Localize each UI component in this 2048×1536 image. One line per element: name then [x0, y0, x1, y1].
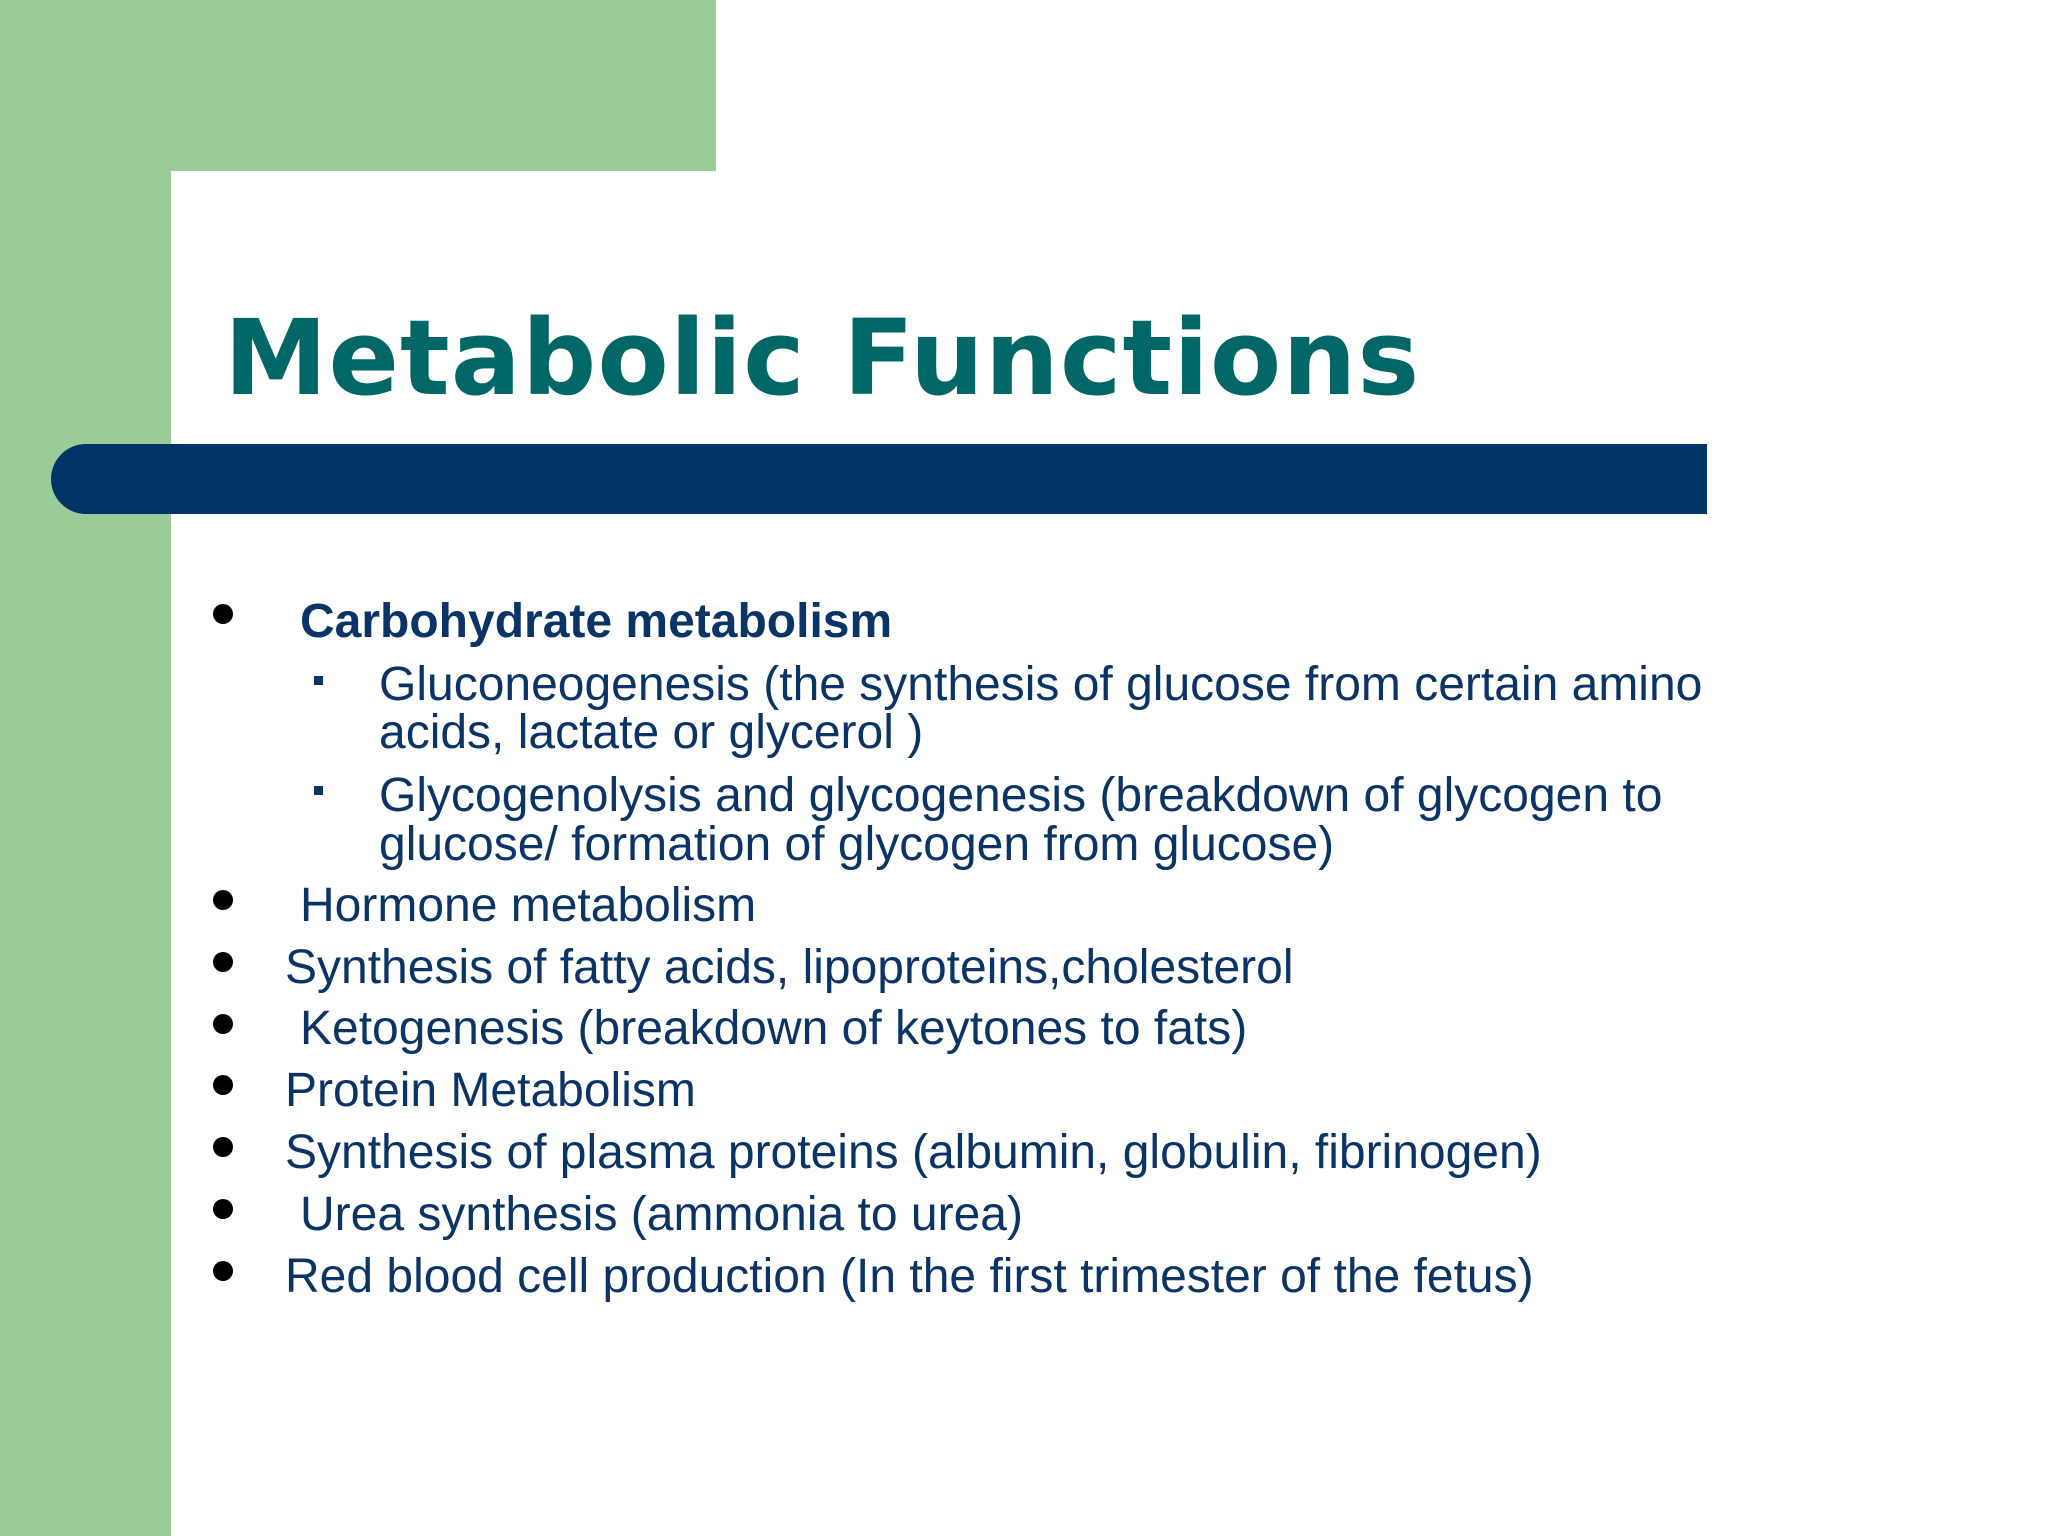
sub-item-gluconeogenesis-line2: acids, lactate or glycerol ): [379, 706, 924, 759]
bullet-dot: [213, 1199, 233, 1219]
bullet-dot: [213, 952, 233, 972]
list-item-carbohydrate-metabolism: Carbohydrate metabolism: [300, 595, 893, 648]
sub-item-glycogenolysis-line2: glucose/ formation of glycogen from glucose): [379, 818, 1335, 871]
list-item-urea-synthesis: Urea synthesis (ammonia to urea): [300, 1188, 1023, 1241]
list-item-fatty-acid-synthesis: Synthesis of fatty acids, lipoproteins,cholesterol: [285, 941, 1294, 994]
list-item-protein-metabolism: Protein Metabolism: [285, 1064, 696, 1117]
list-item-rbc-production: Red blood cell production (In the first trimester of the fetus): [285, 1250, 1534, 1303]
list-item-hormone-metabolism: Hormone metabolism: [300, 879, 757, 932]
slide-title: Metabolic Functions: [224, 297, 1421, 419]
bullet-dot: [213, 890, 233, 910]
bullet-dot: [213, 1014, 233, 1034]
list-item-ketogenesis: Ketogenesis (breakdown of keytones to fats): [300, 1002, 1248, 1055]
bullet-dot: [213, 1261, 233, 1281]
sub-bullet-square: [314, 786, 323, 795]
list-item-plasma-proteins: Synthesis of plasma proteins (albumin, globulin, fibrinogen): [285, 1126, 1542, 1179]
bullet-dot: [213, 1075, 233, 1095]
bullet-dot: [213, 604, 233, 624]
sub-item-gluconeogenesis-line1: Gluconeogenesis (the synthesis of glucose from certain amino: [379, 658, 1703, 711]
bullet-dot: [213, 1137, 233, 1157]
sub-bullet-square: [314, 676, 323, 685]
sub-item-glycogenolysis-line1: Glycogenolysis and glycogenesis (breakdown of glycogen to: [379, 769, 1663, 822]
